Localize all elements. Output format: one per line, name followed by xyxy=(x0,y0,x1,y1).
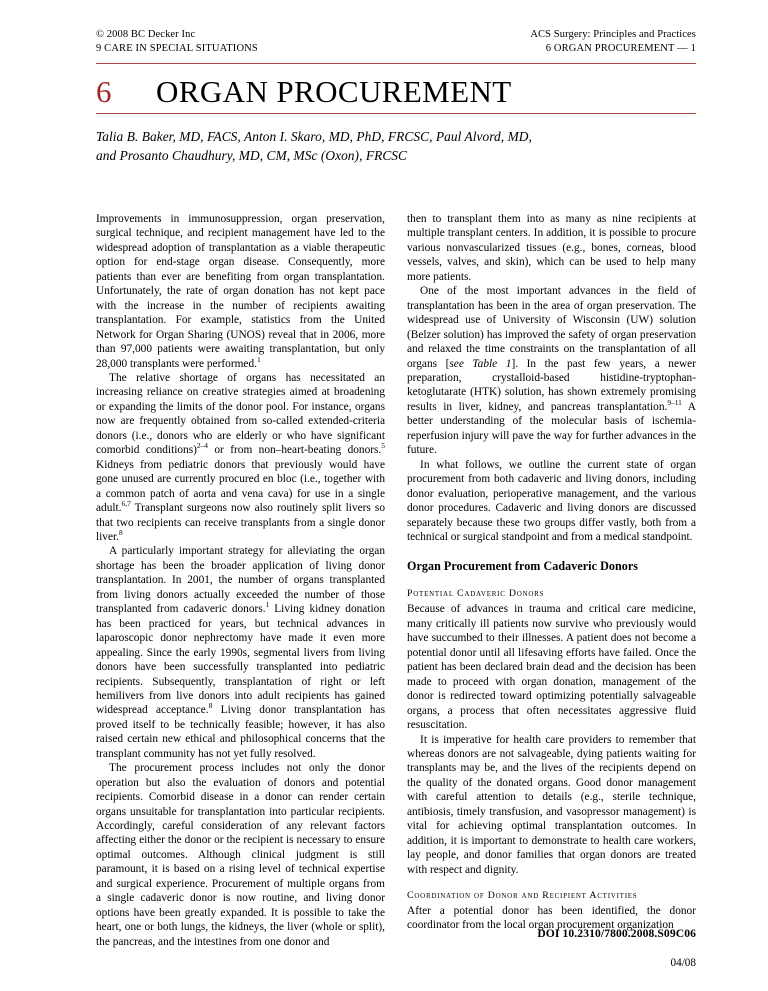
paragraph-text: Living kidney donation has been practiced for years, but technical advances in laparoscopic donor nephrectomy have made it even more appealing. Since the early 1990s, segmental livers from living donors have been successfully transplanted into pediatric recipients. Subsequently, transplantation of right or left hemilivers from live donors into adult recipients has gained widespread acceptance. xyxy=(96,603,385,717)
header-rule-top xyxy=(96,63,696,64)
paragraph xyxy=(407,733,696,878)
paragraph xyxy=(96,371,385,544)
running-head-left xyxy=(96,28,258,56)
author-list xyxy=(96,127,696,165)
footnote-ref: 8 xyxy=(208,701,213,711)
paragraph-text: It is imperative for health care providers to remember that whereas donors are not salvageable, dying patients waiting for transplants may be, and the lives of the recipients depend on the quality of the donated organs. Good donor management with careful attention to details (e.g., sterile technique, antibiosis, timely transfusion, and vasopressor management) is vital for achieving optimal transplantation outcomes. In addition, it is important to demonstrate to health care workers, lay people, and donor families that organ donors are treated with respect and dignity. xyxy=(407,733,696,876)
paragraph xyxy=(407,212,696,284)
paragraph xyxy=(407,602,696,732)
date-code: 04/08 xyxy=(670,957,696,969)
header-rule-bottom xyxy=(96,113,696,114)
section-heading-a: Organ Procurement from Cadaveric Donors xyxy=(407,559,639,574)
table-reference: see Table 1 xyxy=(449,357,512,370)
paragraph-text: then to transplant them into as many as nine recipients at multiple transplant centers. In addition, it is possible to procure various nonvascularized tissues (e.g., bones, corneas, blood vessels, valves, and skin), which can be used to help many more patients. xyxy=(407,213,696,283)
paragraph xyxy=(407,284,696,457)
right-column xyxy=(407,212,696,933)
doi-text: DOI 10.2310/7800.2008.S09C06 xyxy=(537,927,696,940)
running-head-right xyxy=(530,28,696,56)
paragraph-text: A particularly important strategy for alleviating the organ shortage has been the broader application of living donor transplantation. In 2001, the number of organs transplanted from living donors actually exceeded the number of those transplanted from cadaveric donors. xyxy=(96,545,385,616)
author-line-1: Talia B. Baker, MD, FACS, Anton I. Skaro, MD, PhD, FRCSC, Paul Alvord, MD, xyxy=(96,129,532,144)
paragraph xyxy=(407,458,696,545)
page-footer xyxy=(537,927,696,969)
paragraph-text: After a potential donor has been identified, the donor coordinator from the local organ procurement organization xyxy=(407,905,696,932)
paragraph-text: Improvements in immunosuppression, organ preservation, surgical technique, and recipient management have led to the widespread adoption of transplantation as a viable therapeutic option for end-stage organ disease. Consequently, more patients than ever are benefiting from organ transplantation. Unfortunately, the rate of organ donation has not kept pace with the increase in the number of recipients awaiting transplantation. For example, statistics from the United Network for Organ Sharing (UNOS) reveal that in 2006, more than 97,000 patients were awaiting transplantation, but only 28,000 transplants were performed. xyxy=(96,213,385,370)
paragraph-text: Living donor transplantation has proved itself to be technically feasible; however, it has also raised certain new ethical and philosophical concerns that the transplant community has not yet fully resolved. xyxy=(96,704,385,760)
section-line: 9 CARE IN SPECIAL SITUATIONS xyxy=(96,43,258,54)
footnote-ref: 6,7 xyxy=(121,499,131,509)
paragraph-text: or from non–heart-beating donors. xyxy=(208,444,382,457)
paragraph-text: A better understanding of the molecular basis of ischemia-reperfusion injury will pave the way for further advances in the future. xyxy=(407,400,697,457)
paragraph-text: Transplant surgeons now also routinely split livers so that two recipients can receive transplants from a single donor liver. xyxy=(96,502,385,543)
paragraph-text: The procurement process includes not only the donor operation but also the evaluation of donors and potential recipients. Comorbid disease in a donor can render certain organs unsuitable for transplantation into particular recipients. Accordingly, careful consideration of any relevant factors affecting either the donor or the recipient is necessary to ensure optimal outcomes. Although clinical judgment is still paramount, it is based on a rising level of technical expertise and surgical experience. Procurement of multiple organs from a single cadaveric donor is now routine, and living donor options have been greatly expanded. It is possible to take the heart, one or both lungs, the kidneys, the liver (whole or split), the pancreas, and the intestines from one donor and xyxy=(96,762,385,948)
publication-line: ACS Surgery: Principles and Practices xyxy=(530,29,696,40)
left-column xyxy=(96,212,385,949)
copyright-line: © 2008 BC Decker Inc xyxy=(96,29,196,40)
footnote-ref: 9–11 xyxy=(667,398,682,408)
footnote-ref: 5 xyxy=(381,441,385,451)
chapter-number: 6 xyxy=(96,74,112,109)
paragraph-text: The relative shortage of organs has necessitated an increasing reliance on creative strategies aimed at broadening or expanding the limits of the donor pool. For instance, organs now are frequently obtained from so-called extended-criteria donors (i.e., donors who are elderly or who have significant comorbid conditions) xyxy=(96,371,385,457)
paragraph-text: Kidneys from pediatric donors that previously would have gone unused are currently procured en bloc (i.e., together with a common patch of aorta and vena cava) for use in a single adult. xyxy=(96,458,385,515)
page-title: ORGAN PROCUREMENT xyxy=(156,74,512,109)
footnote-ref: 1 xyxy=(265,600,270,610)
body-columns xyxy=(96,212,696,949)
footnote-ref: 2–4 xyxy=(196,441,208,451)
footnote-ref: 8 xyxy=(119,528,123,538)
author-line-2: and Prosanto Chaudhury, MD, CM, MSc (Oxon), FRCSC xyxy=(96,148,408,163)
paragraph-text: ]. In the past few years, a newer preparation, crystalloid-based histidine-tryptophan-ketoglutarate (HTK) solution, has shown extremely promising results in liver, kidney, and pancreas transplantation. xyxy=(407,357,696,413)
paragraph-text: Because of advances in trauma and critical care medicine, many critically ill patients now survive who previously would have succumbed to their illnesses. A patient does not become a potential donor until all lifesaving efforts have failed. Once the patient has been declared brain dead and the decision has been made to proceed with organ donation, management of the donor is redirected toward optimizing potentially salvageable organs, a process that often necessitates aggressive fluid resuscitation. xyxy=(407,603,696,732)
section-heading-b-coordination: Coordination of Donor and Recipient Activities xyxy=(407,890,638,902)
paragraph xyxy=(96,544,385,761)
running-head xyxy=(96,28,696,56)
paragraph xyxy=(96,761,385,949)
chapter-line: 6 ORGAN PROCUREMENT — 1 xyxy=(545,43,696,54)
footnote-ref: 1 xyxy=(256,354,261,364)
paragraph-text: One of the most important advances in the field of transplantation has been in the area of organ preservation. The widespread use of University of Wisconsin (UW) solution (Belzer solution) has improved the safety of organ preservation and relaxed the time constraints on the transplantation of all organs [ xyxy=(407,285,696,370)
section-heading-b-potential-cadaveric-donors: Potential Cadaveric Donors xyxy=(407,588,545,600)
chapter-title-row xyxy=(96,76,696,107)
paragraph-text: In what follows, we outline the current state of organ procurement from both cadaveric and living donors, including donor evaluation, perioperative management, and the various donor procedures. Cadaveric and living donors are discussed separately because these two groups differ vastly, both from a technical or surgical standpoint and from a medical standpoint. xyxy=(407,458,696,543)
paragraph xyxy=(96,212,385,371)
